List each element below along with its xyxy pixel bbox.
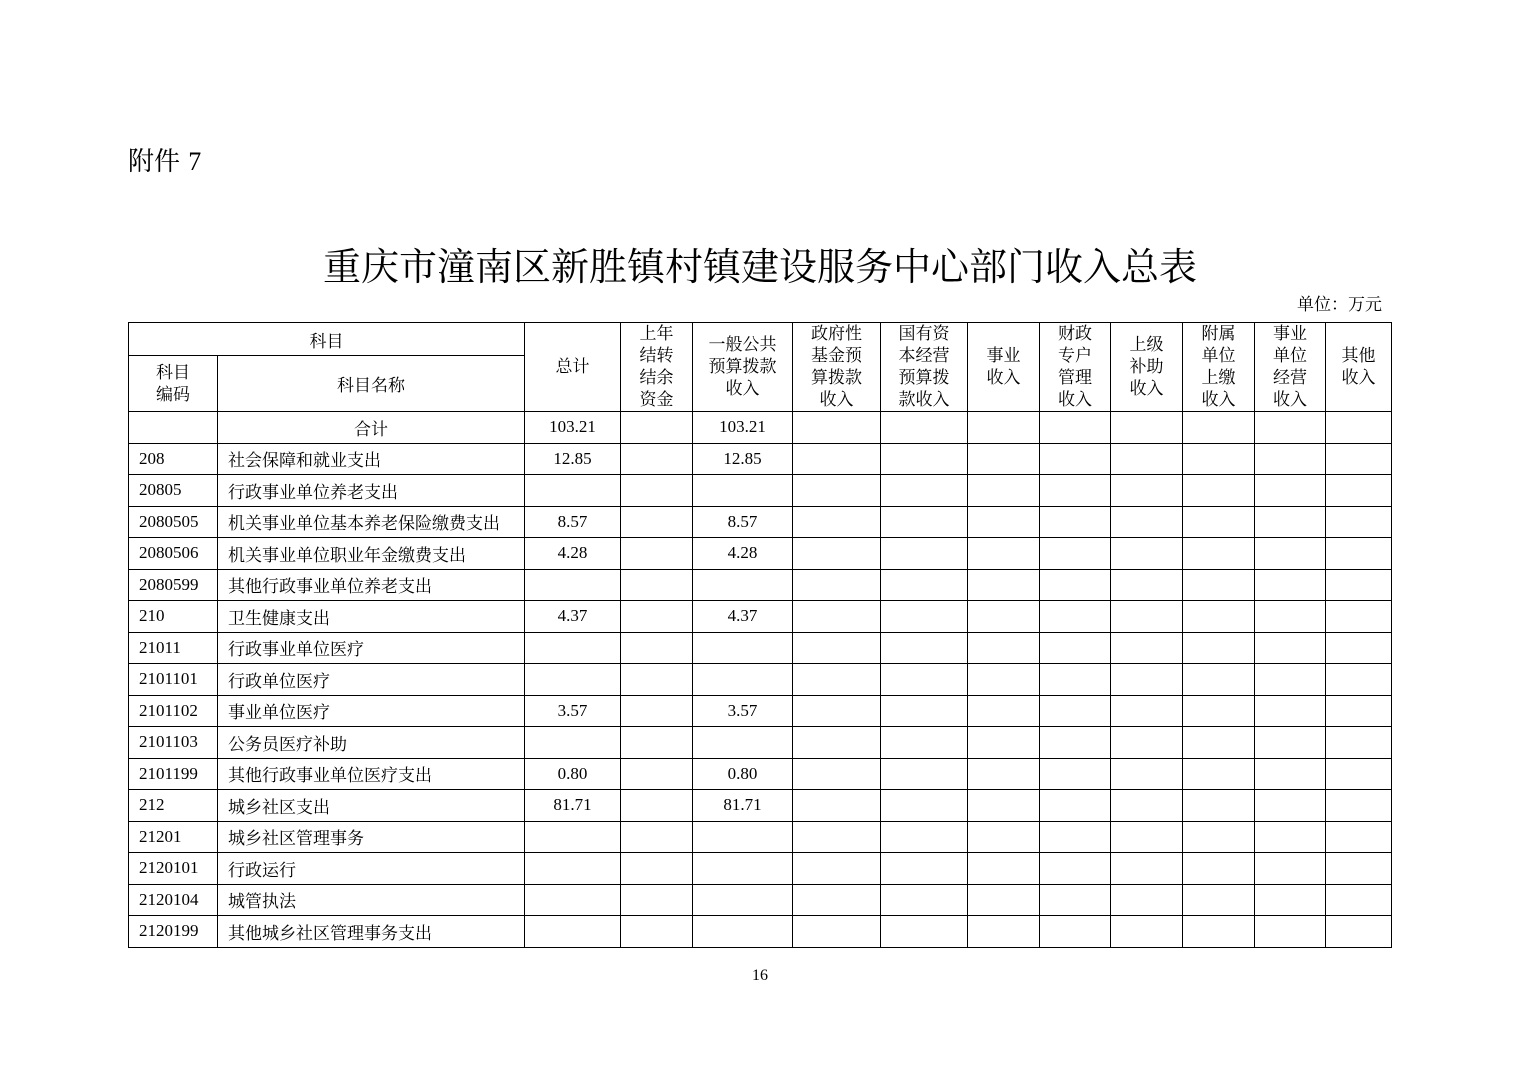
value-header-line: 收入 bbox=[725, 379, 760, 399]
value-header-line: 资金 bbox=[639, 390, 674, 410]
value-cell bbox=[881, 569, 968, 601]
value-header-line: 收入 bbox=[819, 390, 854, 410]
value-cell bbox=[1040, 695, 1111, 727]
value-header-line: 收入 bbox=[1273, 390, 1307, 410]
value-cell bbox=[1326, 475, 1392, 507]
value-cell bbox=[693, 475, 793, 507]
value-cell bbox=[968, 821, 1040, 853]
subject-code-cell: 2080505 bbox=[129, 506, 218, 538]
table-row bbox=[129, 443, 1392, 475]
value-cell bbox=[968, 412, 1040, 444]
table-row bbox=[129, 664, 1392, 696]
value-cell bbox=[693, 884, 793, 916]
value-cell bbox=[1111, 790, 1183, 822]
subject-name-header: 科目名称 bbox=[218, 356, 525, 412]
value-cell bbox=[621, 758, 693, 790]
value-cell bbox=[968, 695, 1040, 727]
table-row bbox=[129, 695, 1392, 727]
value-cell bbox=[693, 632, 793, 664]
value-cell: 4.37 bbox=[525, 601, 621, 633]
value-header-line: 事业 bbox=[986, 346, 1021, 366]
value-cell bbox=[1183, 695, 1255, 727]
value-cell bbox=[1183, 475, 1255, 507]
attachment-number: 7 bbox=[188, 147, 202, 176]
value-cell bbox=[793, 632, 881, 664]
attachment-text: 附件 bbox=[128, 147, 181, 177]
value-cell bbox=[1255, 475, 1326, 507]
value-cell bbox=[1326, 853, 1392, 885]
value-cell bbox=[1040, 664, 1111, 696]
value-cell: 3.57 bbox=[525, 695, 621, 727]
value-cell bbox=[1183, 506, 1255, 538]
value-cell bbox=[968, 727, 1040, 759]
subject-code-cell: 21201 bbox=[129, 821, 218, 853]
value-header bbox=[1183, 323, 1255, 412]
value-header-line: 其他 bbox=[1341, 346, 1376, 366]
value-cell: 0.80 bbox=[693, 758, 793, 790]
table-row bbox=[129, 412, 1392, 444]
value-cell bbox=[1111, 727, 1183, 759]
subject-code-cell bbox=[129, 412, 218, 444]
value-cell bbox=[1040, 412, 1111, 444]
value-cell bbox=[793, 695, 881, 727]
page-number: 16 bbox=[752, 967, 768, 984]
value-header-line: 补助 bbox=[1129, 357, 1164, 377]
value-cell bbox=[1326, 538, 1392, 570]
value-cell bbox=[525, 569, 621, 601]
subject-name-cell: 行政单位医疗 bbox=[218, 664, 525, 696]
table-row bbox=[129, 853, 1392, 885]
value-cell bbox=[693, 727, 793, 759]
value-cell bbox=[1040, 853, 1111, 885]
value-cell: 81.71 bbox=[525, 790, 621, 822]
value-cell bbox=[1111, 853, 1183, 885]
value-header-line: 预算拨 bbox=[898, 368, 950, 388]
value-cell bbox=[1255, 790, 1326, 822]
subject-code-header bbox=[129, 356, 218, 412]
subject-code-cell: 2080599 bbox=[129, 569, 218, 601]
value-cell bbox=[1111, 475, 1183, 507]
value-cell bbox=[1326, 916, 1392, 948]
value-header-line: 收入 bbox=[986, 368, 1021, 388]
value-cell bbox=[793, 916, 881, 948]
value-header-line: 管理 bbox=[1058, 368, 1092, 388]
value-cell bbox=[968, 475, 1040, 507]
value-header bbox=[525, 323, 621, 412]
value-cell bbox=[1255, 758, 1326, 790]
value-header-line: 财政 bbox=[1058, 324, 1092, 344]
value-cell bbox=[968, 916, 1040, 948]
value-cell bbox=[1111, 601, 1183, 633]
value-cell bbox=[1255, 664, 1326, 696]
value-cell bbox=[1111, 632, 1183, 664]
value-cell bbox=[881, 538, 968, 570]
value-cell bbox=[793, 412, 881, 444]
value-cell bbox=[793, 853, 881, 885]
value-cell: 12.85 bbox=[525, 443, 621, 475]
subject-name-cell: 其他城乡社区管理事务支出 bbox=[218, 916, 525, 948]
value-cell bbox=[881, 853, 968, 885]
value-cell bbox=[793, 569, 881, 601]
value-cell bbox=[1040, 569, 1111, 601]
value-cell bbox=[1111, 884, 1183, 916]
value-header bbox=[793, 323, 881, 412]
value-cell: 103.21 bbox=[693, 412, 793, 444]
value-cell bbox=[1183, 632, 1255, 664]
value-cell: 4.28 bbox=[693, 538, 793, 570]
value-header-line: 政府性 bbox=[811, 324, 862, 344]
value-header-line: 事业 bbox=[1273, 324, 1307, 344]
value-cell bbox=[968, 632, 1040, 664]
value-cell bbox=[1111, 569, 1183, 601]
value-cell bbox=[1183, 727, 1255, 759]
value-cell bbox=[793, 727, 881, 759]
value-cell bbox=[1111, 695, 1183, 727]
table-row bbox=[129, 569, 1392, 601]
value-cell bbox=[881, 695, 968, 727]
subject-code-cell: 2120104 bbox=[129, 884, 218, 916]
value-cell bbox=[1255, 569, 1326, 601]
value-cell bbox=[793, 790, 881, 822]
table-row bbox=[129, 916, 1392, 948]
value-cell bbox=[1111, 412, 1183, 444]
value-cell bbox=[1111, 538, 1183, 570]
subject-name-cell: 城乡社区支出 bbox=[218, 790, 525, 822]
value-header-line: 上级 bbox=[1129, 335, 1164, 355]
subject-code-cell: 2120199 bbox=[129, 916, 218, 948]
subject-name-cell: 事业单位医疗 bbox=[218, 695, 525, 727]
value-cell bbox=[968, 664, 1040, 696]
value-cell bbox=[1183, 790, 1255, 822]
value-header bbox=[1255, 323, 1326, 412]
value-cell bbox=[793, 821, 881, 853]
value-cell bbox=[1183, 758, 1255, 790]
value-cell bbox=[1040, 884, 1111, 916]
value-cell bbox=[1183, 601, 1255, 633]
value-cell bbox=[1326, 664, 1392, 696]
subject-name-cell: 机关事业单位职业年金缴费支出 bbox=[218, 538, 525, 570]
value-header-line: 收入 bbox=[1129, 379, 1164, 399]
subject-name-cell: 合计 bbox=[218, 412, 525, 444]
value-cell bbox=[525, 884, 621, 916]
table-row bbox=[129, 475, 1392, 507]
value-cell bbox=[1040, 758, 1111, 790]
value-header bbox=[881, 323, 968, 412]
value-cell bbox=[1183, 821, 1255, 853]
value-cell bbox=[881, 758, 968, 790]
subject-name-cell: 行政运行 bbox=[218, 853, 525, 885]
value-cell bbox=[693, 916, 793, 948]
subject-group-header: 科目 bbox=[129, 323, 525, 356]
value-cell bbox=[1255, 884, 1326, 916]
value-cell bbox=[1040, 821, 1111, 853]
value-cell bbox=[525, 727, 621, 759]
subject-name-cell: 行政事业单位医疗 bbox=[218, 632, 525, 664]
value-cell bbox=[881, 412, 968, 444]
value-cell bbox=[881, 916, 968, 948]
subject-code-cell: 2101103 bbox=[129, 727, 218, 759]
table-row bbox=[129, 758, 1392, 790]
value-header-line: 专户 bbox=[1058, 346, 1092, 366]
value-cell: 8.57 bbox=[693, 506, 793, 538]
value-header-line: 本经营 bbox=[898, 346, 950, 366]
value-cell bbox=[621, 884, 693, 916]
table-row bbox=[129, 632, 1392, 664]
value-header-line: 收入 bbox=[1058, 390, 1092, 410]
value-cell bbox=[968, 853, 1040, 885]
value-cell bbox=[1183, 412, 1255, 444]
table-row bbox=[129, 727, 1392, 759]
value-cell bbox=[881, 506, 968, 538]
value-cell bbox=[1183, 538, 1255, 570]
value-cell bbox=[1255, 443, 1326, 475]
value-cell bbox=[1111, 916, 1183, 948]
value-header-line: 预算拨款 bbox=[708, 357, 777, 377]
value-cell bbox=[621, 821, 693, 853]
value-cell bbox=[968, 758, 1040, 790]
table-row bbox=[129, 884, 1392, 916]
value-cell bbox=[693, 569, 793, 601]
value-cell bbox=[1183, 853, 1255, 885]
table-body bbox=[129, 412, 1392, 948]
value-cell bbox=[881, 884, 968, 916]
value-cell bbox=[1326, 443, 1392, 475]
subject-code-header-line: 科目 bbox=[156, 362, 190, 383]
subject-code-cell: 210 bbox=[129, 601, 218, 633]
value-header bbox=[1040, 323, 1111, 412]
value-cell bbox=[793, 506, 881, 538]
value-cell bbox=[793, 538, 881, 570]
value-cell bbox=[1255, 916, 1326, 948]
value-cell: 8.57 bbox=[525, 506, 621, 538]
table-row bbox=[129, 601, 1392, 633]
value-cell bbox=[1326, 758, 1392, 790]
value-cell bbox=[1040, 916, 1111, 948]
value-cell bbox=[793, 601, 881, 633]
value-cell bbox=[1040, 475, 1111, 507]
value-cell bbox=[1183, 884, 1255, 916]
unit-label: 单位：万元 bbox=[1297, 295, 1382, 315]
subject-code-cell: 2101199 bbox=[129, 758, 218, 790]
value-cell bbox=[621, 538, 693, 570]
subject-code-cell: 2101101 bbox=[129, 664, 218, 696]
value-cell bbox=[1111, 506, 1183, 538]
value-cell bbox=[1183, 664, 1255, 696]
table-row bbox=[129, 821, 1392, 853]
subject-code-cell: 212 bbox=[129, 790, 218, 822]
value-cell bbox=[793, 884, 881, 916]
value-cell bbox=[881, 601, 968, 633]
value-cell bbox=[968, 884, 1040, 916]
value-cell bbox=[1040, 506, 1111, 538]
value-cell bbox=[621, 475, 693, 507]
value-cell bbox=[621, 601, 693, 633]
value-cell bbox=[881, 821, 968, 853]
value-cell: 4.28 bbox=[525, 538, 621, 570]
value-cell bbox=[968, 506, 1040, 538]
value-cell bbox=[693, 664, 793, 696]
value-cell bbox=[1255, 538, 1326, 570]
subject-name-cell: 其他行政事业单位医疗支出 bbox=[218, 758, 525, 790]
value-cell bbox=[1111, 758, 1183, 790]
value-cell bbox=[1255, 727, 1326, 759]
value-cell bbox=[621, 506, 693, 538]
table-row bbox=[129, 538, 1392, 570]
value-cell bbox=[1326, 727, 1392, 759]
value-header-line: 结余 bbox=[639, 368, 674, 388]
value-header-line: 基金预 bbox=[811, 346, 862, 366]
value-cell bbox=[621, 853, 693, 885]
value-header bbox=[1326, 323, 1392, 412]
value-header bbox=[621, 323, 693, 412]
value-cell bbox=[1326, 506, 1392, 538]
value-cell bbox=[525, 821, 621, 853]
value-header-line: 上年 bbox=[639, 324, 674, 344]
value-header-line: 单位 bbox=[1201, 346, 1236, 366]
value-cell bbox=[793, 443, 881, 475]
table-row bbox=[129, 790, 1392, 822]
table-row bbox=[129, 506, 1392, 538]
subject-code-cell: 2120101 bbox=[129, 853, 218, 885]
value-cell bbox=[1326, 821, 1392, 853]
value-header-line: 收入 bbox=[1201, 390, 1236, 410]
value-header bbox=[968, 323, 1040, 412]
value-cell bbox=[525, 632, 621, 664]
value-cell bbox=[1326, 601, 1392, 633]
value-cell bbox=[793, 758, 881, 790]
value-cell bbox=[525, 916, 621, 948]
subject-name-cell: 其他行政事业单位养老支出 bbox=[218, 569, 525, 601]
value-cell bbox=[881, 443, 968, 475]
attachment-label bbox=[128, 146, 201, 178]
value-cell bbox=[1111, 664, 1183, 696]
value-cell: 0.80 bbox=[525, 758, 621, 790]
value-header-line: 国有资 bbox=[898, 324, 950, 344]
value-header-line: 一般公共 bbox=[708, 335, 777, 355]
value-cell bbox=[968, 538, 1040, 570]
value-cell bbox=[621, 443, 693, 475]
value-cell bbox=[793, 475, 881, 507]
value-cell bbox=[881, 632, 968, 664]
value-cell bbox=[1040, 632, 1111, 664]
value-cell bbox=[881, 790, 968, 822]
value-cell bbox=[693, 853, 793, 885]
value-header-line: 款收入 bbox=[898, 390, 950, 410]
page-title: 重庆市潼南区新胜镇村镇建设服务中心部门收入总表 bbox=[322, 245, 1197, 289]
value-cell: 81.71 bbox=[693, 790, 793, 822]
subject-name-cell: 城乡社区管理事务 bbox=[218, 821, 525, 853]
value-cell bbox=[881, 664, 968, 696]
value-cell bbox=[621, 916, 693, 948]
subject-code-cell: 20805 bbox=[129, 475, 218, 507]
value-cell bbox=[1326, 695, 1392, 727]
value-cell: 12.85 bbox=[693, 443, 793, 475]
value-header bbox=[1111, 323, 1183, 412]
value-cell bbox=[525, 475, 621, 507]
value-cell bbox=[793, 664, 881, 696]
value-cell bbox=[621, 412, 693, 444]
value-cell: 3.57 bbox=[693, 695, 793, 727]
subject-code-cell: 2101102 bbox=[129, 695, 218, 727]
value-cell: 103.21 bbox=[525, 412, 621, 444]
value-cell bbox=[1255, 632, 1326, 664]
value-cell bbox=[1183, 916, 1255, 948]
value-cell bbox=[1326, 790, 1392, 822]
value-cell bbox=[621, 569, 693, 601]
value-cell bbox=[1255, 853, 1326, 885]
value-cell bbox=[1255, 412, 1326, 444]
value-cell bbox=[1326, 412, 1392, 444]
value-cell bbox=[968, 790, 1040, 822]
value-cell bbox=[1040, 727, 1111, 759]
value-cell bbox=[1255, 506, 1326, 538]
value-cell bbox=[881, 727, 968, 759]
subject-name-cell: 行政事业单位养老支出 bbox=[218, 475, 525, 507]
value-cell bbox=[968, 443, 1040, 475]
value-cell bbox=[693, 821, 793, 853]
subject-code-cell: 21011 bbox=[129, 632, 218, 664]
value-cell bbox=[525, 853, 621, 885]
value-cell: 4.37 bbox=[693, 601, 793, 633]
subject-code-header-line: 编码 bbox=[156, 384, 190, 405]
value-cell bbox=[1111, 821, 1183, 853]
value-cell bbox=[881, 475, 968, 507]
value-cell bbox=[968, 569, 1040, 601]
value-cell bbox=[621, 695, 693, 727]
value-cell bbox=[1326, 569, 1392, 601]
subject-name-cell: 卫生健康支出 bbox=[218, 601, 525, 633]
value-cell bbox=[621, 664, 693, 696]
income-table bbox=[128, 322, 1392, 948]
value-cell bbox=[1040, 601, 1111, 633]
value-cell bbox=[1326, 632, 1392, 664]
value-header-line: 单位 bbox=[1273, 346, 1307, 366]
value-header bbox=[693, 323, 793, 412]
value-header-line: 结转 bbox=[639, 346, 674, 366]
value-header-line: 收入 bbox=[1341, 368, 1376, 388]
value-cell bbox=[1040, 443, 1111, 475]
value-cell bbox=[1255, 695, 1326, 727]
value-cell bbox=[525, 664, 621, 696]
value-header-line: 上缴 bbox=[1201, 368, 1236, 388]
value-cell bbox=[621, 632, 693, 664]
value-header-line: 附属 bbox=[1201, 324, 1236, 344]
value-cell bbox=[621, 790, 693, 822]
subject-code-cell: 2080506 bbox=[129, 538, 218, 570]
value-header-line: 经营 bbox=[1273, 368, 1307, 388]
subject-name-cell: 机关事业单位基本养老保险缴费支出 bbox=[218, 506, 525, 538]
value-cell bbox=[1255, 601, 1326, 633]
subject-name-cell: 公务员医疗补助 bbox=[218, 727, 525, 759]
value-cell bbox=[1040, 790, 1111, 822]
value-cell bbox=[621, 727, 693, 759]
value-cell bbox=[1255, 821, 1326, 853]
value-cell bbox=[1111, 443, 1183, 475]
subject-code-cell: 208 bbox=[129, 443, 218, 475]
value-cell bbox=[1183, 443, 1255, 475]
value-header-line: 算拨款 bbox=[811, 368, 862, 388]
value-cell bbox=[1326, 884, 1392, 916]
subject-name-cell: 城管执法 bbox=[218, 884, 525, 916]
value-cell bbox=[1183, 569, 1255, 601]
value-header-line: 总计 bbox=[555, 357, 590, 377]
value-cell bbox=[968, 601, 1040, 633]
subject-name-cell: 社会保障和就业支出 bbox=[218, 443, 525, 475]
value-cell bbox=[1040, 538, 1111, 570]
